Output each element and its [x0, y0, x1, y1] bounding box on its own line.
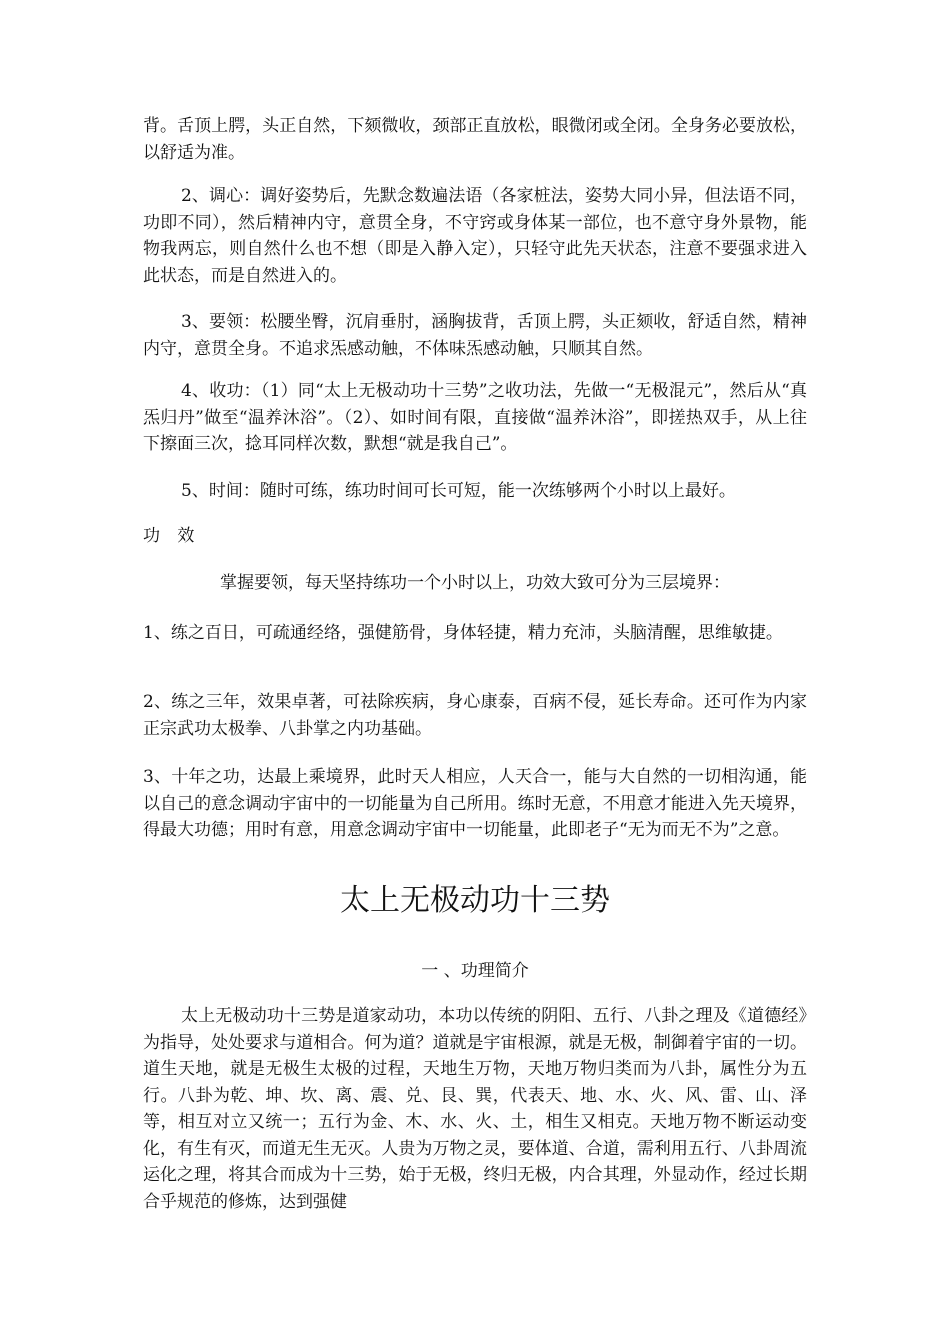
heading-effects: 功 效 — [143, 526, 201, 546]
subsection-title: 一 、功理简介 — [421, 961, 529, 981]
paragraph-practice-time: 5、时间：随时可练，练功时间可长可短，能一次练够两个小时以上最好。 — [181, 481, 736, 501]
paragraph-effect-3: 3、十年之功，达最上乘境界，此时天人相应，人天合一，能与大自然的一切相沟通，能以自己的意念调动宇宙中的一切能量为自己所用。练时无意，不用意才能进入先天境界，得最大功德；用时有意，用意念调动宇宙中一切能量，此即老子“无为而无不为”之意。 — [143, 767, 807, 840]
paragraph-closing-practice: 4、收功：（1）同“太上无极动功十三势”之收功法，先做一“无极混元”，然后从“真炁归丹”做至“温养沐浴”。（2）、如时间有限，直接做“温养沐浴”，即搓热双手，从上往下擦面三次，捻耳同样次数，默想“就是我自己”。 — [143, 381, 807, 454]
paragraph-effect-1: 1、练之百日，可疏通经络，强健筋骨，身体轻捷，精力充沛，头脑清醒，思维敏捷。 — [143, 623, 783, 643]
paragraph-key-points: 3、要领：松腰坐臀，沉肩垂肘，涵胸拔背，舌顶上腭，头正颏收，舒适自然，精神内守，意贯全身。不追求炁感动触，不体味炁感动触，只顺其自然。 — [143, 312, 807, 359]
paragraph-effect-2: 2、练之三年，效果卓著，可祛除疾病，身心康泰，百病不侵，延长寿命。还可作为内家正宗武功太极拳、八卦掌之内功基础。 — [143, 692, 807, 739]
paragraph-mind-adjustment: 2、调心：调好姿势后，先默念数遍法语（各家桩法，姿势大同小异，但法语不同，功即不同），然后精神内守，意贯全身，不守窍或身体某一部位，也不意守身外景物，能物我两忘，则自然什么也不想（即是入静入定），只轻守此先天状态，注意不要强求进入此状态，而是自然进入的。 — [143, 186, 807, 286]
paragraph-posture-tail: 背。舌顶上腭，头正自然，下颏微收，颈部正直放松，眼微闭或全闭。全身务必要放松，以舒适为准。 — [143, 116, 807, 163]
paragraph-theory-intro: 太上无极动功十三势是道家动功，本功以传统的阴阳、五行、八卦之理及《道德经》为指导，处处要求与道相合。何为道？道就是宇宙根源，就是无极，制御着宇宙的一切。道生天地，就是无极生太极的过程，天地生万物，天地万物归类而为八卦，属性分为五行。八卦为乾、坤、坎、离、震、兑、艮、巽，代表天、地、水、火、风、雷、山、泽等，相互对立又统一；五行为金、木、水、火、土，相生又相克。天地万物不断运动变化，有生有灭，而道无生无灭。人贵为万物之灵，要体道、合道，需利用五行、八卦周流运化之理，将其合而成为十三势，始于无极，终归无极，内合其理，外显动作，经过长期合乎规范的修炼，达到强健 — [143, 1006, 807, 1212]
section-title: 太上无极动功十三势 — [340, 883, 610, 918]
paragraph-effects-intro: 掌握要领，每天坚持练功一个小时以上，功效大致可分为三层境界： — [220, 573, 730, 593]
